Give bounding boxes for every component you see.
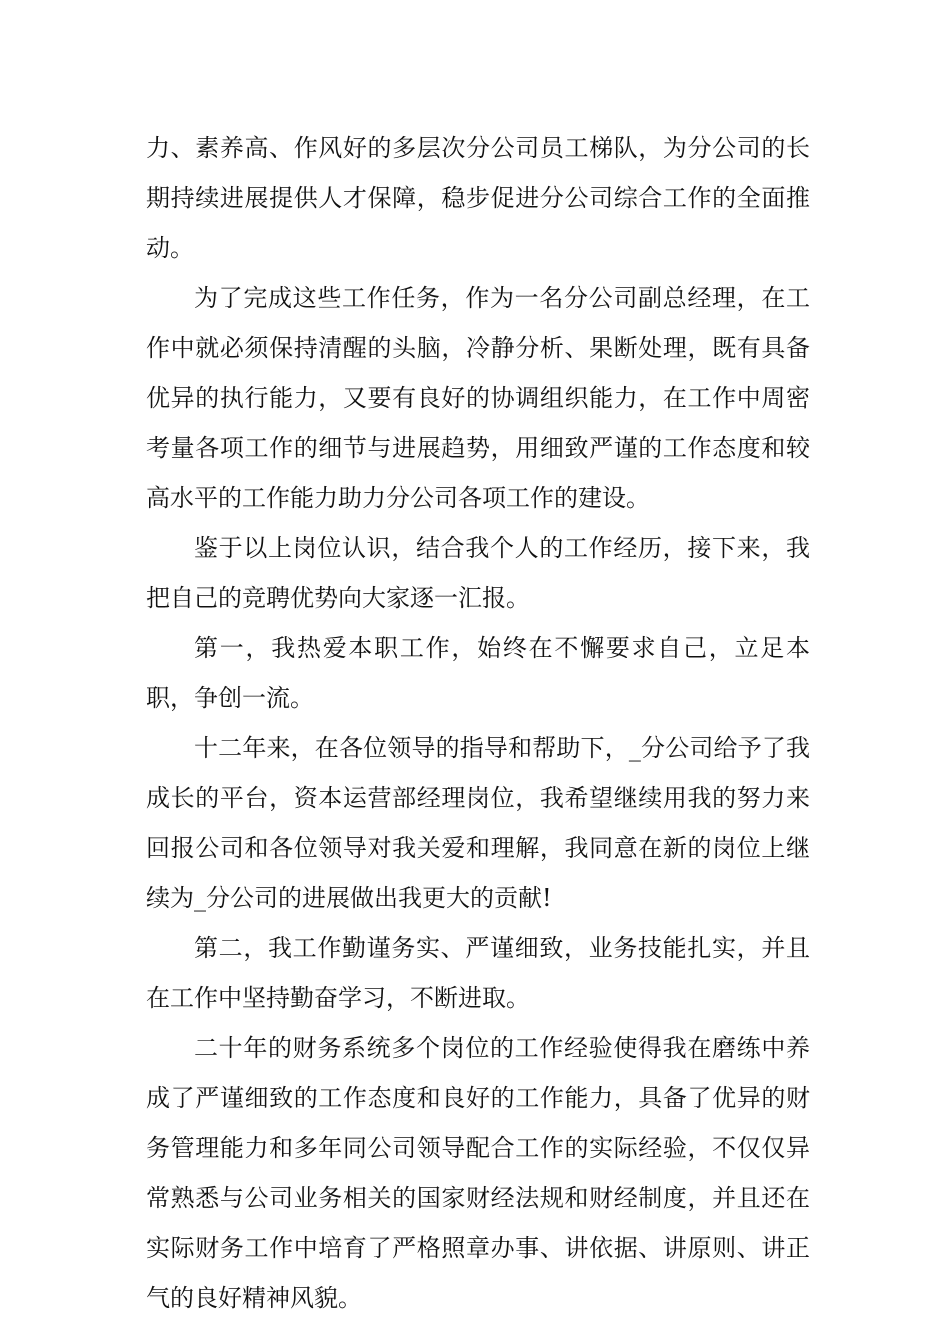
paragraph-3: 鉴于以上岗位认识，结合我个人的工作经历，接下来，我把自己的竞聘优势向大家逐一汇报。	[146, 534, 810, 612]
paragraph-2: 为了完成这些工作任务，作为一名分公司副总经理，在工作中就必须保持清醒的头脑，冷静分析、果断处理，既有具备优异的执行能力，又要有良好的协调组织能力，在工作中周密考量各项工作的细节与进展趋势，用细致严谨的工作态度和较高水平的工作能力助力分公司各项工作的建设。	[146, 284, 810, 512]
document-body	[146, 123, 810, 1323]
paragraph-1: 力、素养高、作风好的多层次分公司员工梯队，为分公司的长期持续进展提供人才保障，稳步促进分公司综合工作的全面推动。	[146, 134, 810, 262]
paragraph-4: 第一，我热爱本职工作，始终在不懈要求自己，立足本职，争创一流。	[146, 634, 810, 712]
paragraph-7: 二十年的财务系统多个岗位的工作经验使得我在磨练中养成了严谨细致的工作态度和良好的工作能力，具备了优异的财务管理能力和多年同公司领导配合工作的实际经验，不仅仅异常熟悉与公司业务相关的国家财经法规和财经制度，并且还在实际财务工作中培育了严格照章办事、讲依据、讲原则、讲正气的良好精神风貌。	[146, 1034, 810, 1312]
paragraph-5: 十二年来，在各位领导的指导和帮助下，_分公司给予了我成长的平台，资本运营部经理岗位，我希望继续用我的努力来回报公司和各位领导对我关爱和理解，我同意在新的岗位上继续为_分公司的进展做出我更大的贡献!	[146, 734, 810, 912]
paragraph-6: 第二，我工作勤谨务实、严谨细致，业务技能扎实，并且在工作中坚持勤奋学习，不断进取。	[146, 934, 810, 1012]
